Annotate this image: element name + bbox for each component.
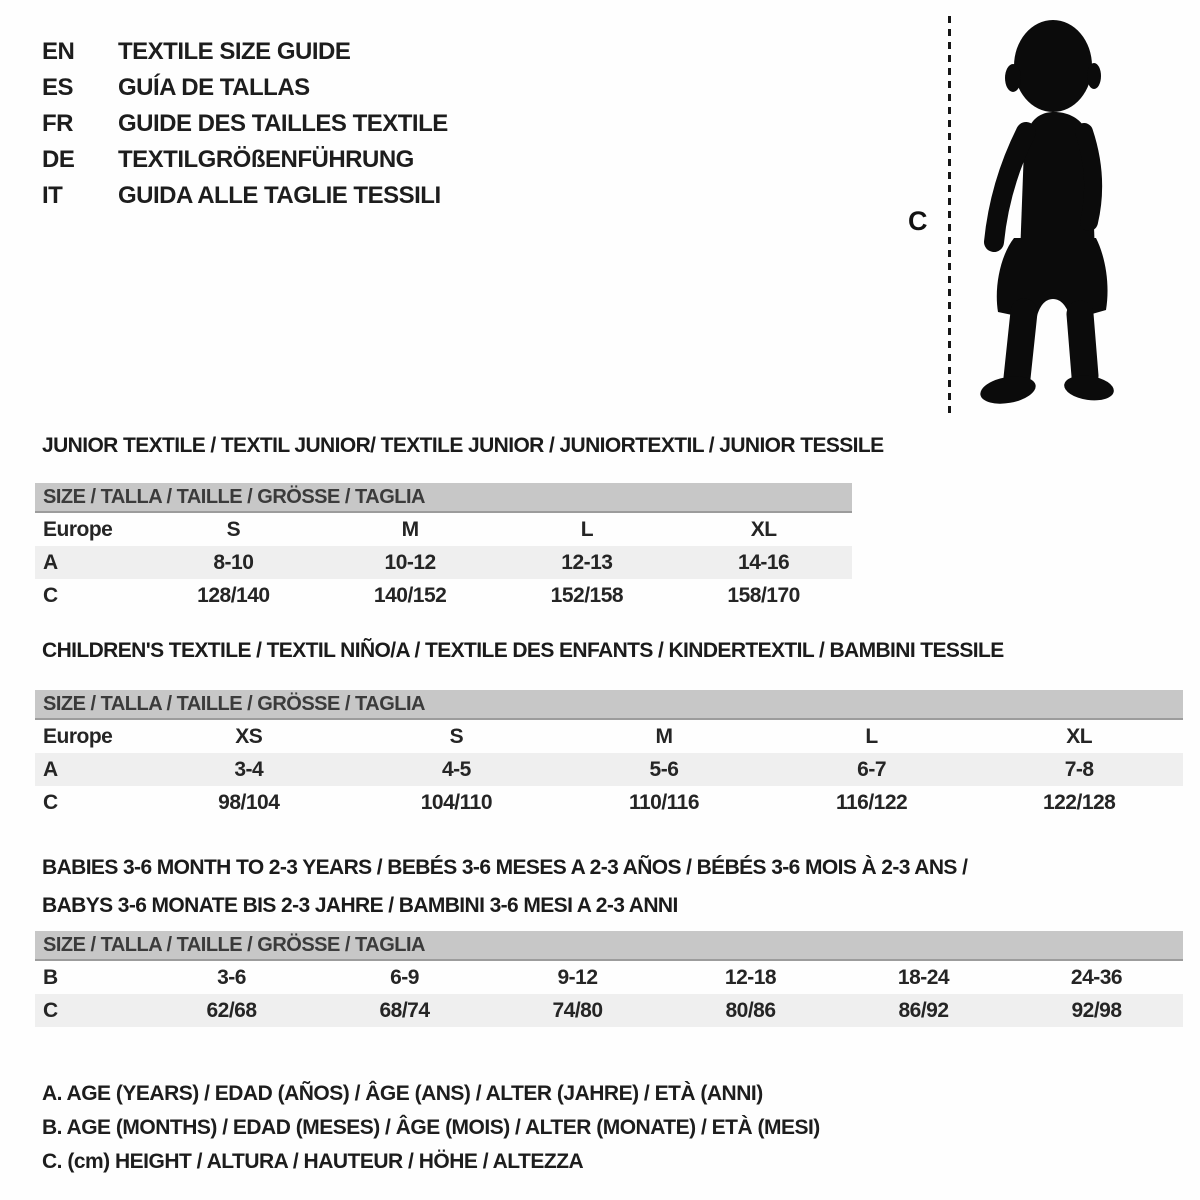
- size-header-bar: SIZE / TALLA / TAILLE / GRÖSSE / TAGLIA: [35, 483, 852, 513]
- section-title: BABYS 3-6 MONATE BIS 2-3 JAHRE / BAMBINI 3-6 MESI A 2-3 ANNI: [42, 894, 678, 917]
- language-code: ES: [42, 74, 74, 101]
- value-cell: 152/158: [550, 583, 624, 607]
- language-code: EN: [42, 38, 75, 65]
- value-cell: 4-5: [441, 757, 471, 781]
- value-cell: 5-6: [649, 757, 679, 781]
- size-table: [35, 961, 1183, 1027]
- table-row: [35, 579, 852, 612]
- value-cell: 12-13: [561, 550, 613, 574]
- size-cell: M: [401, 517, 419, 541]
- toddler-silhouette-icon: [968, 16, 1130, 414]
- table-row: [35, 994, 1183, 1027]
- table-row: [35, 961, 1183, 994]
- value-cell: 18-24: [897, 965, 950, 989]
- size-cell: S: [449, 724, 464, 748]
- value-cell: 3-4: [234, 757, 264, 781]
- section-junior-textile: [35, 434, 884, 612]
- height-measure-label: C: [908, 206, 928, 236]
- table-row: [35, 753, 1183, 786]
- legend-line: A. AGE (YEARS) / EDAD (AÑOS) / ÂGE (ANS) / ALTER (JAHRE) / ETÀ (ANNI): [42, 1082, 763, 1105]
- value-cell: 3-6: [217, 965, 246, 989]
- size-header-bar: SIZE / TALLA / TAILLE / GRÖSSE / TAGLIA: [35, 931, 1183, 961]
- table-header-row: [35, 513, 852, 546]
- size-cell: XS: [235, 724, 263, 748]
- section-babies-textile: [35, 849, 1183, 1027]
- language-row: [42, 106, 448, 142]
- height-measure-line: [948, 16, 951, 414]
- row-label: C: [43, 583, 58, 607]
- size-cell: M: [655, 724, 673, 748]
- legend-line: B. AGE (MONTHS) / EDAD (MESES) / ÂGE (MOIS) / ALTER (MONATE) / ETÀ (MESI): [42, 1116, 820, 1139]
- row-label: C: [43, 998, 58, 1022]
- language-label: GUIDA ALLE TAGLIE TESSILI: [118, 182, 441, 209]
- section-title: BABIES 3-6 MONTH TO 2-3 YEARS / BEBÉS 3-6 MESES A 2-3 AÑOS / BÉBÉS 3-6 MOIS À 2-3 ANS /: [42, 856, 968, 879]
- row-label: C: [43, 790, 58, 814]
- row-label: A: [43, 757, 58, 781]
- value-cell: 158/170: [727, 583, 800, 607]
- size-table: [35, 720, 1183, 819]
- language-label: TEXTILE SIZE GUIDE: [118, 38, 351, 65]
- language-row: [42, 70, 448, 106]
- value-cell: 98/104: [218, 790, 280, 814]
- size-cell: L: [580, 517, 594, 541]
- value-cell: 10-12: [384, 550, 436, 574]
- value-cell: 8-10: [213, 550, 254, 574]
- table-row: [35, 546, 852, 579]
- language-row: [42, 34, 448, 70]
- value-cell: 128/140: [197, 583, 270, 607]
- language-label: GUÍA DE TALLAS: [118, 74, 310, 101]
- value-cell: 24-36: [1070, 965, 1123, 989]
- value-cell: 86/92: [898, 998, 949, 1022]
- section-title: CHILDREN'S TEXTILE / TEXTIL NIÑO/A / TEXTILE DES ENFANTS / KINDERTEXTIL / BAMBINI TESSILE: [42, 639, 1004, 662]
- value-cell: 122/128: [1042, 790, 1116, 814]
- section-title: JUNIOR TEXTILE / TEXTIL JUNIOR/ TEXTILE JUNIOR / JUNIORTEXTIL / JUNIOR TESSILE: [42, 434, 884, 457]
- language-code: IT: [42, 182, 63, 209]
- legend-block: [42, 1077, 820, 1179]
- value-cell: 6-9: [390, 965, 419, 989]
- value-cell: 6-7: [857, 757, 886, 781]
- value-cell: 110/116: [628, 790, 700, 814]
- row-label: Europe: [43, 517, 113, 541]
- legend-line: C. (cm) HEIGHT / ALTURA / HAUTEUR / HÖHE / ALTEZZA: [42, 1150, 584, 1173]
- table-row: [35, 786, 1183, 819]
- size-table: [35, 513, 852, 612]
- value-cell: 12-18: [724, 965, 777, 989]
- language-title-block: [42, 34, 448, 214]
- value-cell: 62/68: [206, 998, 257, 1022]
- value-cell: 140/152: [373, 583, 447, 607]
- value-cell: 14-16: [738, 550, 790, 574]
- value-cell: 92/98: [1071, 998, 1122, 1022]
- language-label: TEXTILGRÖßENFÜHRUNG: [118, 146, 414, 173]
- language-code: FR: [42, 110, 73, 137]
- language-row: [42, 178, 448, 214]
- row-label: Europe: [43, 724, 113, 748]
- value-cell: 9-12: [557, 965, 598, 989]
- language-label: GUIDE DES TAILLES TEXTILE: [118, 110, 448, 137]
- table-header-row: [35, 720, 1183, 753]
- language-code: DE: [42, 146, 75, 173]
- size-cell: XL: [750, 517, 777, 541]
- section-childrens-textile: [35, 639, 1183, 819]
- size-cell: S: [226, 517, 241, 541]
- value-cell: 74/80: [552, 998, 603, 1022]
- value-cell: 104/110: [420, 790, 493, 814]
- value-cell: 68/74: [379, 998, 430, 1022]
- value-cell: 116/122: [835, 790, 908, 814]
- size-cell: L: [865, 724, 878, 748]
- language-row: [42, 142, 448, 178]
- row-label: B: [43, 965, 58, 989]
- size-cell: XL: [1066, 724, 1093, 748]
- row-label: A: [43, 550, 58, 574]
- value-cell: 80/86: [725, 998, 776, 1022]
- value-cell: 7-8: [1064, 757, 1094, 781]
- size-header-bar: SIZE / TALLA / TAILLE / GRÖSSE / TAGLIA: [35, 690, 1183, 720]
